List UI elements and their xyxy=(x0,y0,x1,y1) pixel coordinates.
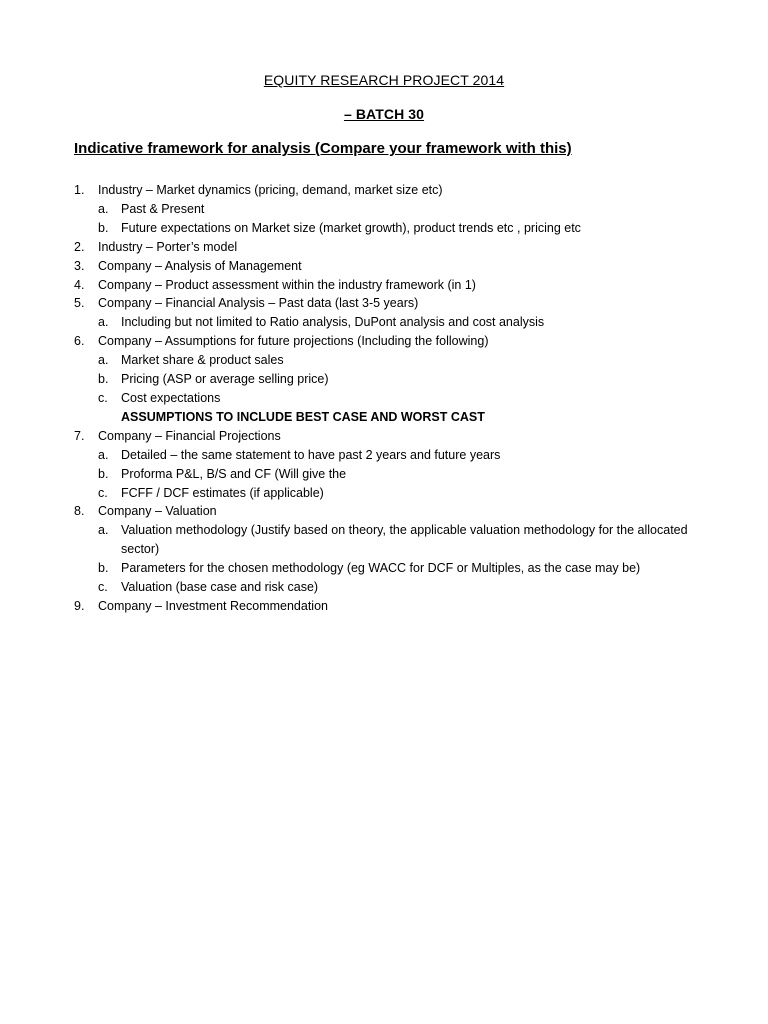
list-marker: c. xyxy=(98,580,108,595)
list-marker: 3. xyxy=(74,258,85,273)
list-item-text: Company – Product assessment within the industry framework (in 1) xyxy=(98,277,476,292)
list-item-1a xyxy=(74,200,694,219)
list-item-text: Valuation methodology (Justify based on theory, the applicable valuation methodology for the allocated sector) xyxy=(121,523,688,557)
list-marker: a. xyxy=(98,353,109,368)
list-item-4 xyxy=(74,276,694,295)
list-item-text: Industry – Porter’s model xyxy=(98,239,238,254)
list-item-text: Company – Financial Projections xyxy=(98,428,281,443)
list-marker: 8. xyxy=(74,504,85,519)
list-marker: 6. xyxy=(74,334,85,349)
list-item-7 xyxy=(74,427,694,446)
list-item-text: Company – Assumptions for future projections (Including the following) xyxy=(98,334,489,349)
list-item-5 xyxy=(74,294,694,313)
list-item-text: Market share & product sales xyxy=(121,353,284,368)
list-item-text: Company – Valuation xyxy=(98,504,217,519)
list-marker: 4. xyxy=(74,277,85,292)
list-marker: c. xyxy=(98,390,108,405)
list-item-text: Parameters for the chosen methodology (eg WACC for DCF or Multiples, as the case may be) xyxy=(121,561,641,576)
list-marker: 7. xyxy=(74,428,85,443)
list-item-7a xyxy=(74,446,694,465)
list-item-1b xyxy=(74,219,694,238)
framework-subheading: Indicative framework for analysis (Compare your framework with this) xyxy=(74,140,572,157)
list-item-text: Including but not limited to Ratio analysis, DuPont analysis and cost analysis xyxy=(121,315,545,330)
list-item-8 xyxy=(74,502,694,521)
list-item-3 xyxy=(74,257,694,276)
list-item-text: Proforma P&L, B/S and CF (Will give the xyxy=(121,466,347,481)
list-item-text: Pricing (ASP or average selling price) xyxy=(121,372,329,387)
list-marker: b. xyxy=(98,220,109,235)
list-item-7c xyxy=(74,484,694,503)
list-marker: a. xyxy=(98,315,109,330)
document-batch-title: – BATCH 30 xyxy=(343,106,425,122)
list-item-text: Company – Financial Analysis – Past data (last 3-5 years) xyxy=(98,296,419,311)
list-item-text: Past & Present xyxy=(121,201,205,216)
list-item-8b xyxy=(74,559,694,578)
list-marker: a. xyxy=(98,447,109,462)
list-item-2 xyxy=(74,238,694,257)
list-marker: 5. xyxy=(74,296,85,311)
framework-list xyxy=(74,181,694,616)
assumptions-note-text: ASSUMPTIONS TO INCLUDE BEST CASE AND WORST CAST xyxy=(121,409,485,424)
list-item-text: Industry – Market dynamics (pricing, demand, market size etc) xyxy=(98,183,443,197)
list-marker: a. xyxy=(98,201,109,216)
list-marker: c. xyxy=(98,485,108,500)
list-item-6 xyxy=(74,332,694,351)
list-marker: 2. xyxy=(74,239,85,254)
list-marker: 9. xyxy=(74,598,85,613)
list-marker: b. xyxy=(98,561,109,576)
list-item-6c xyxy=(74,389,694,408)
list-marker: b. xyxy=(98,372,109,387)
list-item-5a xyxy=(74,313,694,332)
list-item-text: Detailed – the same statement to have past 2 years and future years xyxy=(121,447,501,462)
list-item-text: Company – Analysis of Management xyxy=(98,258,302,273)
document-title: EQUITY RESEARCH PROJECT 2014 xyxy=(263,72,505,88)
list-item-1 xyxy=(74,181,694,200)
list-item-8a xyxy=(74,521,694,559)
list-item-6b xyxy=(74,370,694,389)
list-item-text: Valuation (base case and risk case) xyxy=(121,580,319,595)
list-item-6a xyxy=(74,351,694,370)
list-marker: a. xyxy=(98,523,109,538)
list-item-text: Company – Investment Recommendation xyxy=(98,598,328,613)
list-item-8c xyxy=(74,578,694,597)
list-item-7b xyxy=(74,465,694,484)
list-item-text: Cost expectations xyxy=(121,390,221,405)
assumptions-note xyxy=(74,408,694,427)
list-item-9 xyxy=(74,597,694,616)
list-marker: 1. xyxy=(74,183,85,197)
list-item-text: FCFF / DCF estimates (if applicable) xyxy=(121,485,324,500)
list-marker: b. xyxy=(98,466,109,481)
list-item-text: Future expectations on Market size (market growth), product trends etc , pricing etc xyxy=(121,220,581,235)
